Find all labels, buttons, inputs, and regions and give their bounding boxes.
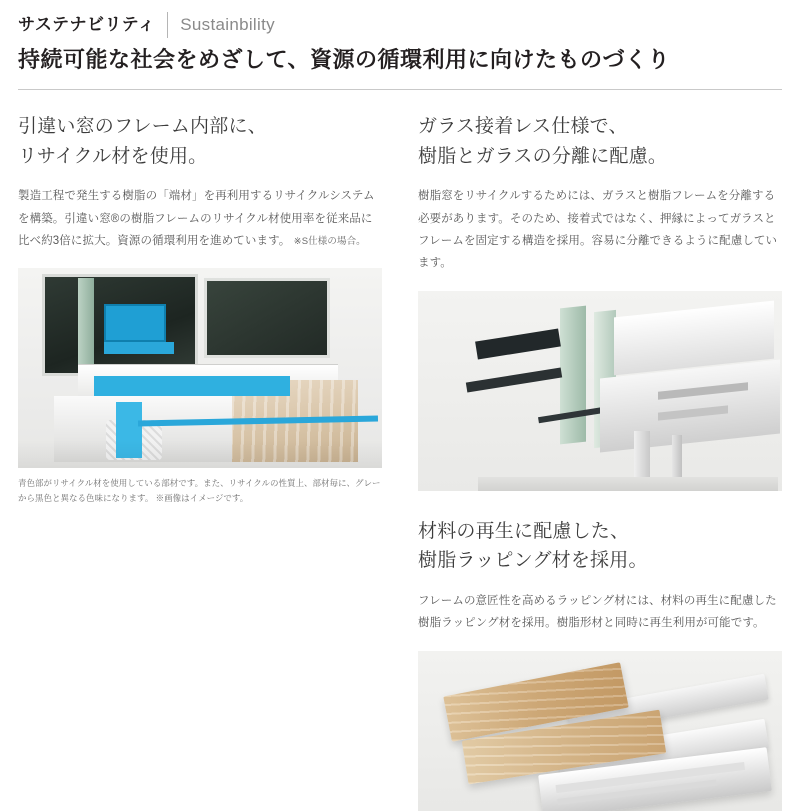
section-title [418,517,782,576]
section-title-line2: 樹脂ラッピング材を採用。 [418,550,648,572]
section-recycled-material [18,112,382,506]
figure-glass-edge [78,278,94,370]
section-body [18,185,382,252]
section-title [418,112,782,171]
section-body: 樹脂窓をリサイクルするためには、ガラスと樹脂フレームを分離する必要があります。そのため、接着式ではなく、押縁によってガラスとフレームを固定する構造を採用。容易に分離できるように配慮しています。 [418,190,778,270]
section-title-line1: 引違い窓のフレーム内部に、 [18,116,267,138]
section-title-line1: 材料の再生に配慮した、 [418,520,630,542]
figure-wrapping-materials [418,651,782,811]
section-body-text: 製造工程で発生する樹脂の「端材」を再利用するリサイクルシステムを構築。引違い窓®の樹脂フレームのリサイクル材使用率を従来品に比べ約3倍に拡大。資源の循環利用を進めています。 [18,190,375,248]
header-divider [167,12,168,38]
figure-window-cross-section [18,268,382,468]
header-rule [18,89,782,90]
section-resin-wrapping [418,517,782,811]
column-right [418,112,782,810]
section-body-note: ※S仕様の場合。 [293,236,366,248]
section-title-line2: 樹脂とガラスの分離に配慮。 [418,145,668,167]
figure-glass-frame-profile [418,291,782,491]
content-columns [18,112,782,810]
section-body: フレームの意匠性を高めるラッピング材には、材料の再生に配慮した樹脂ラッピング材を採用。樹脂形材と同時に再生利用が可能です。 [418,594,777,630]
figure-recycled-part-1 [104,304,166,342]
section-title [18,112,382,171]
figure-caption: 青色部がリサイクル材を使用している部材です。また、リサイクルの性質上、部材毎に、グレーから黒色と異なる色味になります。 ※画像はイメージです。 [18,478,381,504]
header-title-en: Sustainbility [180,15,275,34]
figure-shadow [18,440,382,468]
header-title-jp: サステナビリティ [18,15,156,34]
figure-glass-pane-outer [560,306,586,445]
section-title-line2: リサイクル材を使用。 [18,145,208,167]
figure-glass-panel-right [204,278,330,358]
page-header [18,0,782,40]
figure-recycled-part-2 [104,342,174,354]
figure-recycled-part-3 [94,376,290,396]
page-headline: 持続可能な社会をめざして、資源の循環利用に向けたものづくり [18,47,671,72]
figure-base-shadow [478,477,778,491]
column-left [18,112,382,810]
section-title-line1: ガラス接着レス仕様で、 [418,116,628,138]
section-adhesive-free-glass [418,112,782,491]
